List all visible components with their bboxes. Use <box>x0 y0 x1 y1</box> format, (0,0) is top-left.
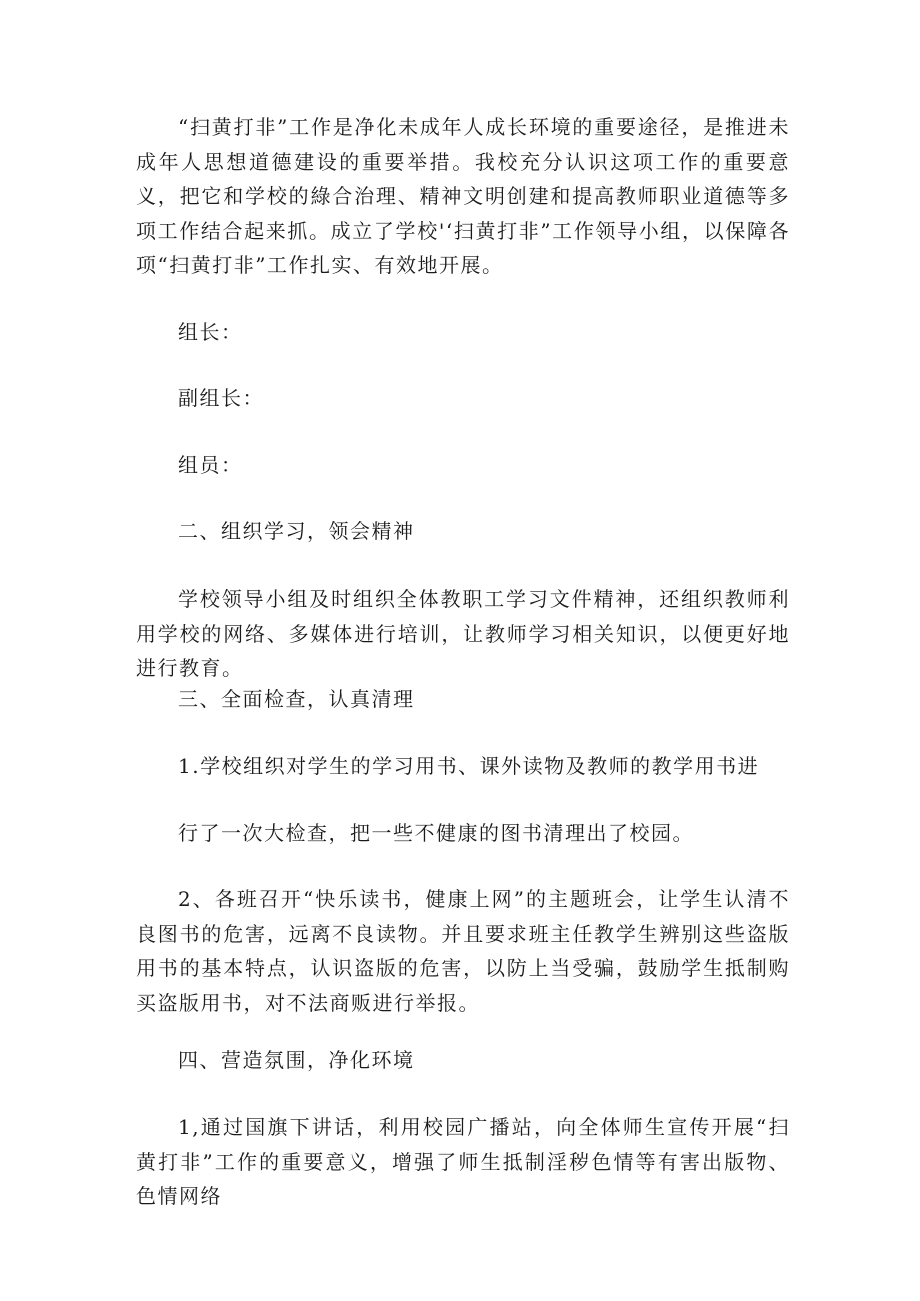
member-label: 组员： <box>178 453 243 477</box>
section-3-item-1-line-1: 1.学校组织对学生的学习用书、课外读物及教师的教学用书进 <box>178 754 760 778</box>
intro-paragraph: “扫黄打非”工作是净化未成年人成长环境的重要途径，是推进未成年人思想道德建设的重要举措。我校充分认识这项工作的重要意义，把它和学校的綠合治理、精神文明创建和提高教师职业道德等多项工作结合起来抓。成立了学校'‘扫黄打非”工作领导小组，以保障各项“扫黄打非”工作扎实、有效地开展。 <box>136 115 790 277</box>
section-3-item-1-line-2: 行了一次大检查，把一些不健康的图书清理出了校园。 <box>178 821 694 845</box>
section-3-item-2-paragraph: 2、各班召开“快乐读书，健康上网”的主题班会，让学生认清不良图书的危害，远离不良读物。并且要求班主任教学生辨别这些盗版用书的基本特点，认识盗版的危害，以防上当受骗，鼓励学生抵制购买盗版用书，对不法商贩进行举报。 <box>136 887 790 1015</box>
deputy-leader-label: 副组长： <box>178 386 264 410</box>
section-2-paragraph: 学校领导小组及时组织全体教职工学习文件精神，还组织教师利用学校的网络、多媒体进行培训，让教师学习相关知识，以便更好地进行教育。 <box>136 587 790 680</box>
section-3-heading: 三、全面检查，认真清理 <box>178 687 415 711</box>
section-4-item-1-paragraph: 1,通过国旗下讲话，利用校园广播站，向全体师生宣传开展“扫黄打非”工作的重要意义，增强了师生抵制淫秽色情等有害出版物、色情网络 <box>136 1115 790 1208</box>
section-2-heading: 二、组织学习，领会精神 <box>178 519 415 543</box>
leader-label: 组长： <box>178 320 243 344</box>
section-4-heading: 四、营造氛围，净化环境 <box>178 1048 415 1072</box>
